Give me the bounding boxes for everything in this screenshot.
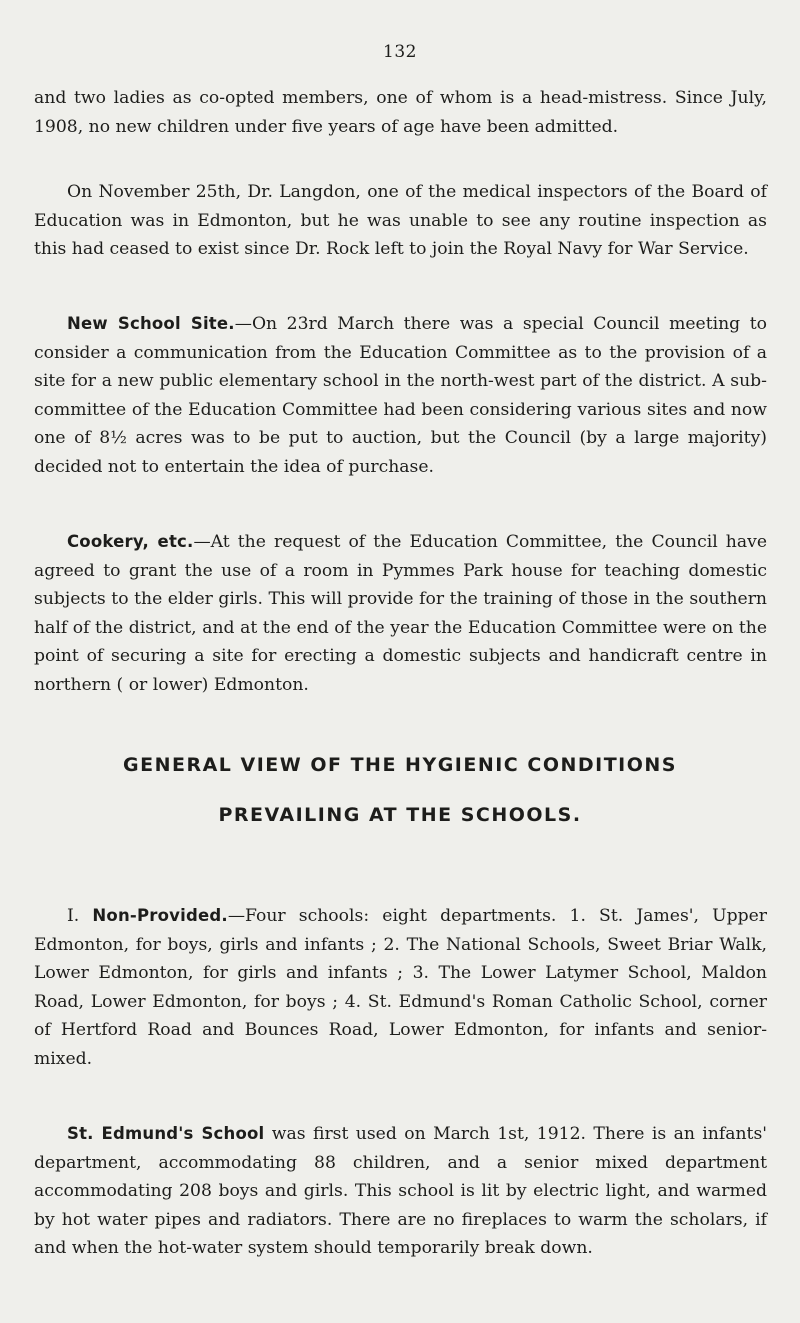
paragraph-lead-heading: Cookery, etc. <box>67 532 194 551</box>
section-heading-line-2: PREVAILING AT THE SCHOOLS. <box>218 804 582 826</box>
paragraph-lead-heading: New School Site. <box>67 314 235 333</box>
paragraph-lead-heading: Non-Provided. <box>92 906 228 925</box>
paragraph-coopted-members <box>34 84 767 141</box>
paragraph-st-edmunds-school <box>34 1120 767 1263</box>
paragraph-lead-heading: St. Edmund's School <box>67 1124 265 1143</box>
paragraph-text: —At the request of the Education Committee, the Council have agreed to grant the use of a room in Pymmes Park house for teaching domestic subjects to the elder girls. This will provide for the training of those in the southern half of the district, and at the end of the year the Education Committee were on the point of securing a site for erecting a domestic subjects and handicraft centre in northern ( or lower) Edmonton. <box>34 532 767 695</box>
paragraph-dr-langdon <box>34 178 767 264</box>
paragraph-text: and two ladies as co-opted members, one of whom is a head-mistress. Since July, 1908, no new children under five years of age have been admitted. <box>34 88 767 137</box>
paragraph-text: —Four schools: eight departments. 1. St. James', Upper Edmonton, for boys, girls and infants ; 2. The National Schools, Sweet Briar Walk, Lower Edmonton, for girls and infants ; 3. The Lower Latymer School, Maldon Road, Lower Edmonton, for boys ; 4. St. Edmund's Roman Catholic School, corner of Hertford Road and Bounces Road, Lower Edmonton, for infants and senior-mixed. <box>34 906 768 1069</box>
paragraph-text: —On 23rd March there was a special Council meeting to consider a communication from the Education Committee as to the provision of a site for a new public elementary school in the north-west part of the district. A sub-committee of the Education Committee had been considering various sites and now one of 8½ acres was to be put to auction, but the Council (by a large majority) decided not to entertain the idea of purchase. <box>34 314 767 477</box>
paragraph-new-school-site <box>34 310 767 481</box>
page-number: 132 <box>383 42 417 62</box>
paragraph-non-provided <box>34 902 767 1073</box>
section-heading-line-1: GENERAL VIEW OF THE HYGIENIC CONDITIONS <box>123 754 677 776</box>
paragraph-text: was first used on March 1st, 1912. There is an infants' department, accommodating 88 children, and a senior mixed department accommodating 208 boys and girls. This school is lit by electric light, and warmed by hot water pipes and radiators. There are no fireplaces to warm the scholars, if and when the hot-water system should temporarily break down. <box>34 1124 767 1258</box>
paragraph-text: On November 25th, Dr. Langdon, one of the medical inspectors of the Board of Education was in Edmonton, but he was unable to see any routine inspection as this had ceased to exist since Dr. Rock left to join the Royal Navy for War Service. <box>34 182 767 259</box>
section-heading <box>0 740 800 840</box>
paragraph-cookery <box>34 528 767 699</box>
paragraph-number: I. <box>67 906 93 926</box>
